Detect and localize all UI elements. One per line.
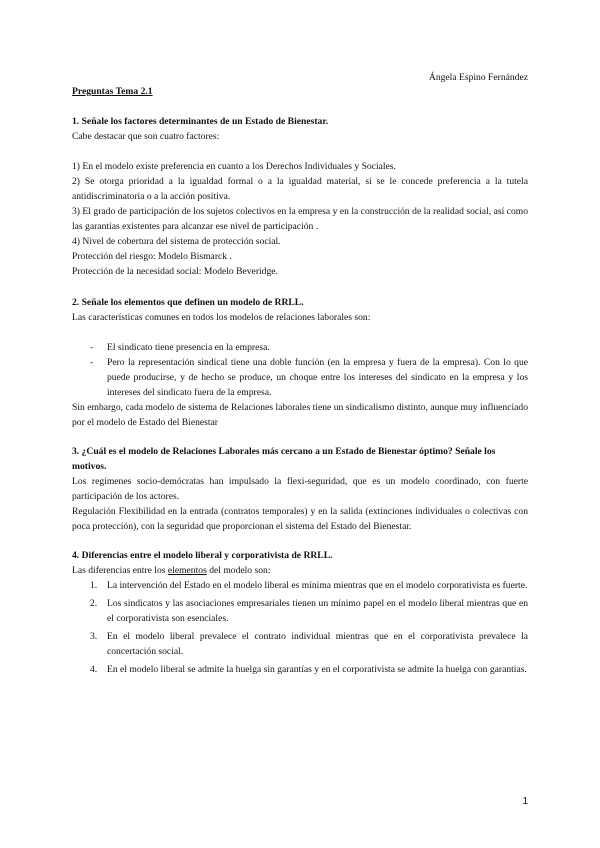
paragraph: Regulación Flexibilidad en la entrada (contratos temporales) y en la salida (extinciones individuales o colectivas con poca protección), con la seguridad que proporcionan el sistema del Estado del Bienestar. — [72, 506, 528, 532]
section-2 — [72, 295, 528, 430]
document-title: Preguntas Tema 2.1 — [72, 86, 153, 97]
section-4 — [72, 548, 528, 677]
list-number: 2. — [90, 598, 98, 609]
dash-bullet: - — [90, 357, 94, 368]
underlined-word: elementos — [167, 565, 207, 576]
author-name: Ángela Espino Fernández — [428, 72, 528, 83]
section-intro: Cabe destacar que son cuatro factores: — [72, 131, 220, 142]
factor-item: 1) En el modelo existe preferencia en cuanto a los Derechos Individuales y Sociales. — [72, 161, 396, 172]
page-number: 1 — [522, 796, 528, 807]
spacer — [72, 144, 528, 159]
list-item — [72, 578, 528, 593]
list-number: 4. — [90, 664, 98, 675]
list-number: 3. — [90, 631, 98, 642]
section-heading: 3. ¿Cuál es el modelo de Relaciones Laborales más cercano a un Estado de Bienestar óptimo? Señale los motivos. — [72, 446, 496, 472]
document-body — [72, 114, 528, 691]
list-item-text: La intervención del Estado en el modelo liberal es mínima mientras que en el modelo corporativista es fuerte. — [107, 580, 528, 591]
paragraph: Los regímenes socio-demócratas han impulsado la flexi-seguridad, que es un modelo coordinado, con fuerte participación de los actores. — [72, 476, 528, 502]
section-intro: Las características comunes en todos los modelos de relaciones laborales son: — [72, 312, 371, 323]
section-intro — [72, 563, 528, 578]
characteristics-list — [72, 340, 528, 400]
list-item-text: El sindicato tiene presencia en la empresa. — [107, 342, 270, 353]
list-item — [72, 596, 528, 626]
factor-item: 3) El grado de participación de los sujetos colectivos en la empresa y en la construcción de la realidad social, así como las garantías existentes para alcanzar ese nivel de participación . — [72, 206, 528, 232]
section-heading: 1. Señale los factores determinantes de un Estado de Bienestar. — [72, 116, 329, 127]
spacer — [72, 325, 528, 340]
list-item-text: Los sindicatos y las asociaciones empresariales tienen un mínimo papel en el modelo liberal mientras que en el corporativista son esenciales. — [107, 598, 528, 624]
list-item-text: En el modelo liberal prevalece el contrato individual mientras que en el corporativista prevalece la concertación social. — [107, 631, 528, 657]
list-item-text: En el modelo liberal se admite la huelga sin garantías y en el corporativista se admite la huelga con garantías. — [107, 664, 527, 675]
section-1 — [72, 114, 528, 279]
differences-list — [72, 578, 528, 677]
intro-text: Las diferencias entre los — [72, 565, 168, 576]
dash-bullet: - — [90, 342, 94, 353]
section-3 — [72, 444, 528, 534]
list-item-text: Pero la representación sindical tiene una doble función (en la empresa y fuera de la empresa). Con lo que puede producirse, y de hecho se produce, un choque entre los intereses del sindicato en la empresa y los intereses del sindicato fuera de la empresa. — [107, 357, 528, 398]
factor-item: 2) Se otorga prioridad a la igualdad formal o a la igualdad material, si se le concede preferencia a la tutela antidiscriminatoria o a la acción positiva. — [72, 176, 528, 202]
factor-item: 4) Nivel de cobertura del sistema de protección social. — [72, 236, 281, 247]
list-item — [72, 662, 528, 677]
list-number: 1. — [90, 580, 98, 591]
section-heading: 4. Diferencias entre el modelo liberal y corporativista de RRLL. — [72, 550, 333, 561]
intro-text: del modelo son: — [206, 565, 271, 576]
protection-line: Protección del riesgo: Modelo Bismarck . — [72, 251, 232, 262]
section-heading: 2. Señale los elementos que definen un modelo de RRLL. — [72, 297, 304, 308]
list-item — [72, 340, 528, 355]
list-item — [72, 355, 528, 400]
section-closing: Sin embargo, cada modelo de sistema de Relaciones laborales tiene un sindicalismo distinto, aunque muy influenciado por el modelo de Estado del Bienestar — [72, 402, 528, 428]
protection-line: Protección de la necesidad social: Modelo Beveridge. — [72, 266, 278, 277]
list-item — [72, 629, 528, 659]
